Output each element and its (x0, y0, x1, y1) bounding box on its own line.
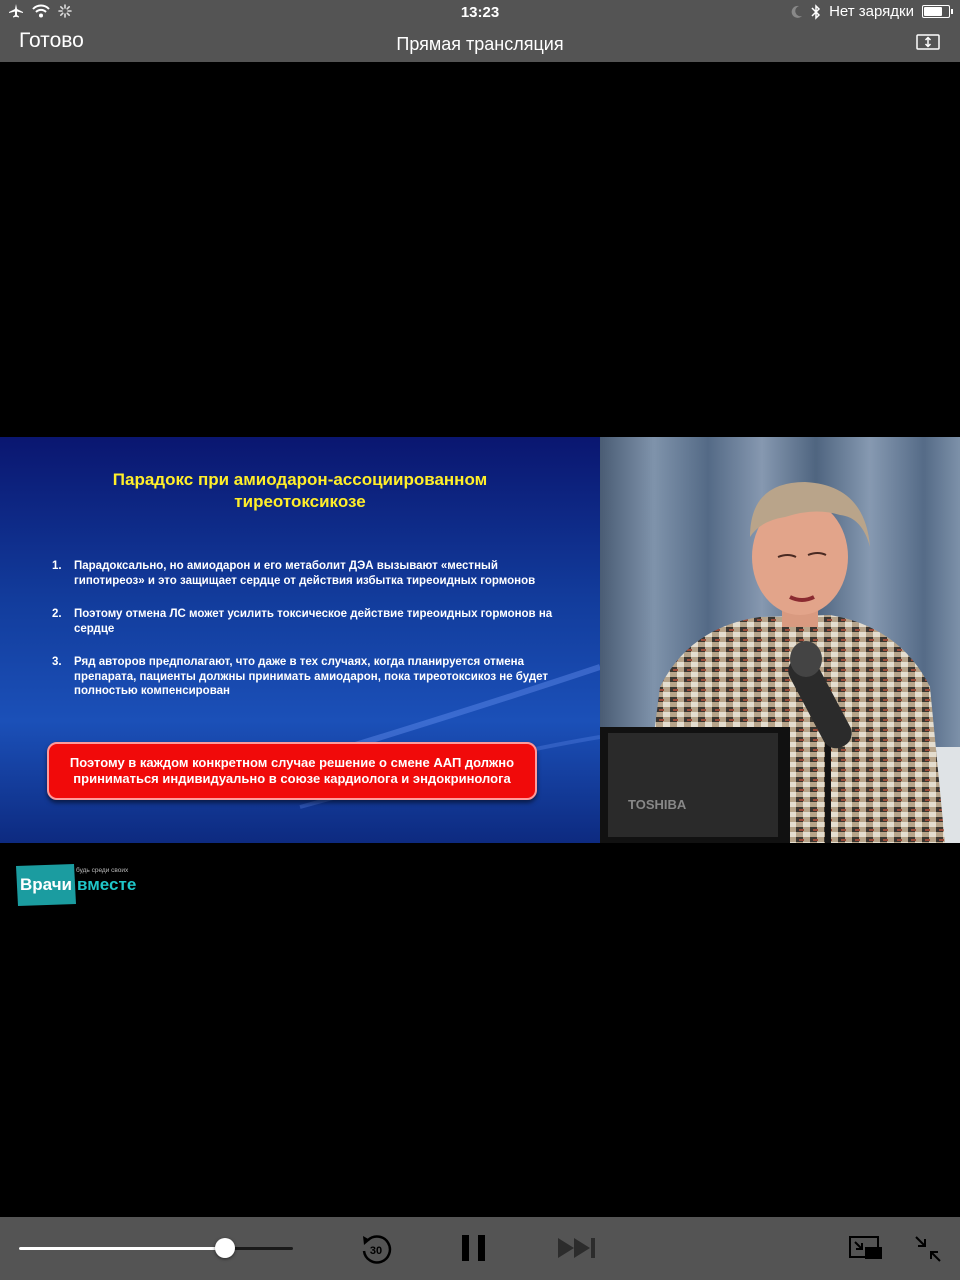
battery-level (924, 7, 942, 16)
slide-list-item (50, 655, 560, 699)
vrachi-vmeste-logo (14, 860, 154, 910)
navigation-bar (0, 26, 960, 62)
slide-title (0, 469, 600, 513)
status-bar (0, 0, 960, 26)
speaker-camera-feed (600, 437, 960, 843)
list-item-number: 3. (52, 656, 62, 668)
skip-back-seconds: 30 (369, 1245, 383, 1257)
progress-fill (19, 1247, 225, 1250)
bluetooth-icon (811, 4, 821, 20)
exit-fullscreen-button[interactable] (913, 1234, 943, 1264)
pause-button[interactable] (460, 1233, 488, 1263)
slide-list-item (50, 559, 560, 588)
moon-icon (791, 5, 803, 19)
slide-callout: Поэтому в каждом конкретном случае решение о смене ААП должно приниматься индивидуально в союзе кардиолога и эндокринолога (47, 742, 537, 800)
logo-word-1: Врачи (20, 875, 73, 894)
list-item-text: Парадоксально, но амиодарон и его метаболит ДЭА вызывают «местный гипотиреоз» и это защищает сердце от действия избытка тиреоидных гормонов (74, 560, 536, 587)
progress-track[interactable] (19, 1247, 293, 1250)
status-time: 13:23 (460, 4, 500, 21)
picture-in-picture-button[interactable] (848, 1234, 884, 1262)
speaker-image (600, 437, 960, 843)
progress-knob[interactable] (215, 1238, 235, 1258)
video-frame[interactable] (0, 437, 960, 843)
pause-icon (460, 1233, 488, 1263)
playback-controls (0, 1217, 960, 1280)
list-item-number: 2. (52, 608, 62, 620)
list-item-text: Ряд авторов предполагают, что даже в тех случаях, когда планируется отмена препарата, пациенты должны принимать амиодарон, пока тиреотоксикоз не будет полностью компенсирован (74, 656, 549, 697)
presentation-slide (0, 437, 600, 843)
list-item-number: 1. (52, 560, 62, 572)
status-right-icons (791, 3, 950, 20)
slide-list-item (50, 607, 560, 636)
slide-title-line-2: тиреотоксикозе (234, 492, 366, 511)
aspect-fit-icon[interactable] (916, 34, 940, 50)
nav-title: Прямая трансляция (396, 34, 564, 54)
collapse-arrows-icon (913, 1234, 943, 1264)
slide-title-line-1: Парадокс при амиодарон-ассоциированном (112, 470, 488, 489)
skip-forward-icon (556, 1236, 600, 1260)
charging-status: Нет зарядки (829, 3, 914, 20)
logo-word-2: вместе (77, 875, 137, 894)
logo-tagline: будь среди своих (76, 867, 129, 874)
battery-icon (922, 5, 950, 18)
list-item-text: Поэтому отмена ЛС может усилить токсическое действие тиреоидных гормонов на сердце (74, 608, 553, 635)
skip-forward-button[interactable] (556, 1236, 600, 1260)
slide-list (50, 559, 560, 718)
rewind-30-icon (358, 1231, 394, 1267)
picture-in-picture-icon (848, 1234, 884, 1262)
laptop-brand: TOSHIBA (628, 797, 687, 812)
done-button[interactable]: Готово (19, 29, 84, 52)
skip-back-30-button[interactable] (358, 1231, 394, 1267)
